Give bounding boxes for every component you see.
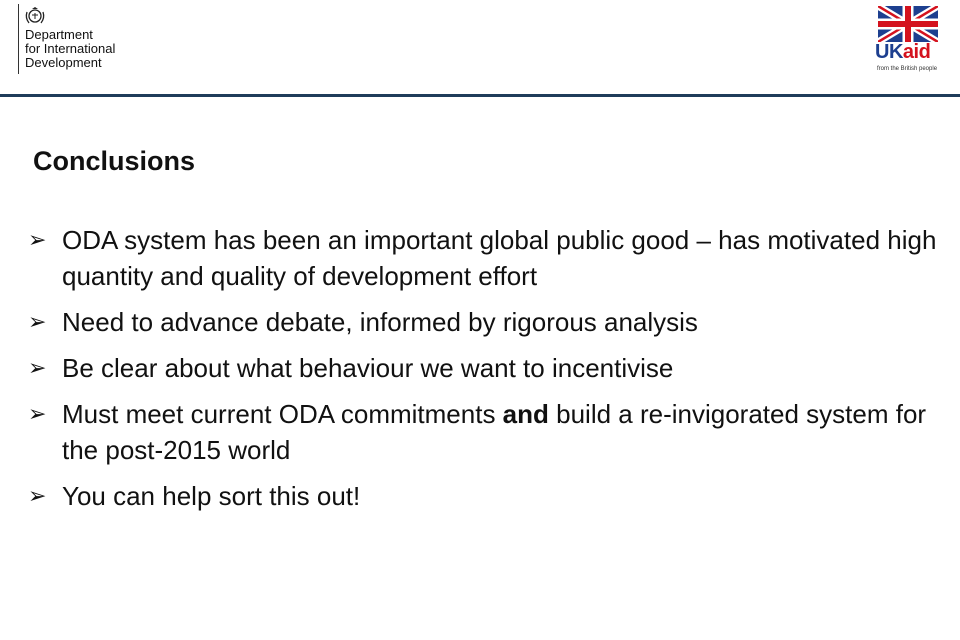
- arrow-bullet-icon: ➢: [28, 227, 47, 252]
- royal-crest-icon: [24, 6, 46, 26]
- ukaid-logo: [875, 6, 941, 78]
- arrow-bullet-icon: ➢: [28, 483, 47, 508]
- ukaid-aid: aid: [902, 41, 931, 63]
- ukaid-tagline: from the British people: [877, 66, 938, 72]
- bullet-text: Need to advance debate, informed by rigorous analysis: [62, 307, 698, 337]
- bullet-text-after: build a re-invigorated system for the post-2015 world: [62, 399, 927, 465]
- conclusions-list: [28, 222, 948, 524]
- bullet-text-bold: and: [502, 399, 549, 429]
- list-item: [28, 350, 948, 386]
- header-rule: [0, 94, 960, 97]
- bullet-text: You can help sort this out!: [62, 481, 361, 511]
- list-item: [28, 304, 948, 340]
- dept-line-2: for International: [25, 41, 116, 56]
- bullet-text: ODA system has been an important global public good – has motivated high quantity and quality of development effort: [62, 225, 937, 291]
- slide-title: Conclusions: [33, 146, 196, 176]
- ukaid-wordmark: [875, 41, 941, 63]
- logo-divider: [18, 4, 19, 74]
- arrow-bullet-icon: ➢: [28, 309, 47, 334]
- list-item: [28, 478, 948, 514]
- dfid-logo-text: [25, 28, 115, 70]
- bullet-text: Be clear about what behaviour we want to incentivise: [62, 353, 674, 383]
- dept-line-1: Department: [25, 27, 93, 42]
- arrow-bullet-icon: ➢: [28, 401, 47, 426]
- ukaid-uk: UK: [875, 41, 903, 63]
- arrow-bullet-icon: ➢: [28, 355, 47, 380]
- list-item: [28, 396, 948, 468]
- bullet-text-before: Must meet current ODA commitments: [62, 399, 503, 429]
- bullet-text: [48, 396, 948, 468]
- slide-header: [0, 0, 960, 96]
- list-item: [28, 222, 948, 294]
- dept-line-3: Development: [25, 55, 102, 70]
- union-flag-icon: [878, 6, 938, 42]
